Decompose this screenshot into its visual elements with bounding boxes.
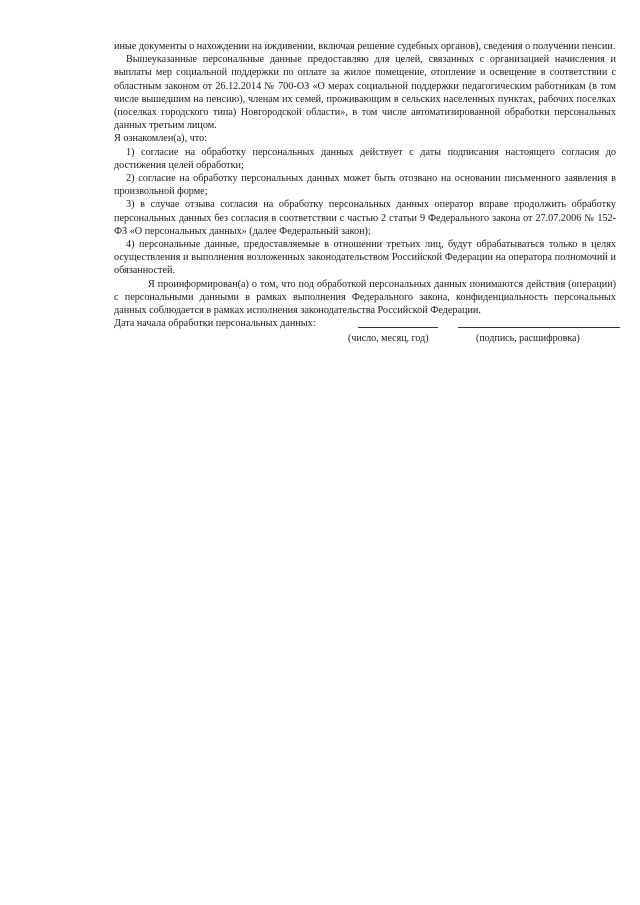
paragraph-informed: Я проинформирован(а) о том, что под обработкой персональных данных понимаются действия (операции) с персональными данными в рамках выполнения Федерального закона, конфиденциальность персональных данных соблюдается в рамках исполнения законодательства Российской Федерации. bbox=[114, 278, 616, 317]
paragraph-purpose: Вышеуказанные персональные данные предоставляю для целей, связанных с организацией начисления и выплаты мер социальной поддержки по оплате за жилое помещение, отопление и освещение в соответствии с областным законом от 26.12.2014 № 700-ОЗ «О мерах социальной поддержки педагогическим работникам (в том числе вышедшим на пенсию), членам их семей, проживающим в сельских населенных пунктах, рабочих поселках (поселках городского типа) Новгородской области», в том числе автоматизированной обработки персональных данных третьим лицом. bbox=[114, 54, 616, 132]
list-item: 2) согласие на обработку персональных данных может быть отозвано на основании письменного заявления в произвольной форме; bbox=[114, 173, 616, 198]
start-date-label: Дата начала обработки персональных данных: bbox=[114, 318, 316, 330]
signature-caption: (подпись, расшифровка) bbox=[476, 333, 580, 345]
list-item: 3) в случае отзыва согласия на обработку персональных данных оператор вправе продолжить обработку персональных данных без согласия в соответствии с частью 2 статьи 9 Федерального закона от 27.07.2006 № 152-ФЗ «О персональных данных» (далее Федеральный закон); bbox=[114, 199, 616, 237]
list-item: 1) согласие на обработку персональных данных действует с даты подписания настоящего согласия до достижения целей обработки; bbox=[114, 146, 616, 171]
signature-blank-line bbox=[458, 327, 620, 328]
paragraph-continuation: иные документы о нахождении на иждивении, включая решение судебных органов), сведения о получении пенсии. bbox=[114, 41, 616, 52]
acquainted-heading: Я ознакомлен(а), что: bbox=[114, 133, 208, 145]
start-date-row bbox=[114, 317, 616, 331]
caption-row bbox=[114, 331, 616, 345]
date-caption: (число, месяц, год) bbox=[348, 333, 429, 345]
list-item: 4) персональные данные, предоставляемые в отношении третьих лиц, будут обрабатываться только в целях осуществления и выполнения возложенных законодательством Российской Федерации на оператора полномочий и обязанностей. bbox=[114, 239, 616, 277]
date-blank-line bbox=[358, 327, 438, 328]
